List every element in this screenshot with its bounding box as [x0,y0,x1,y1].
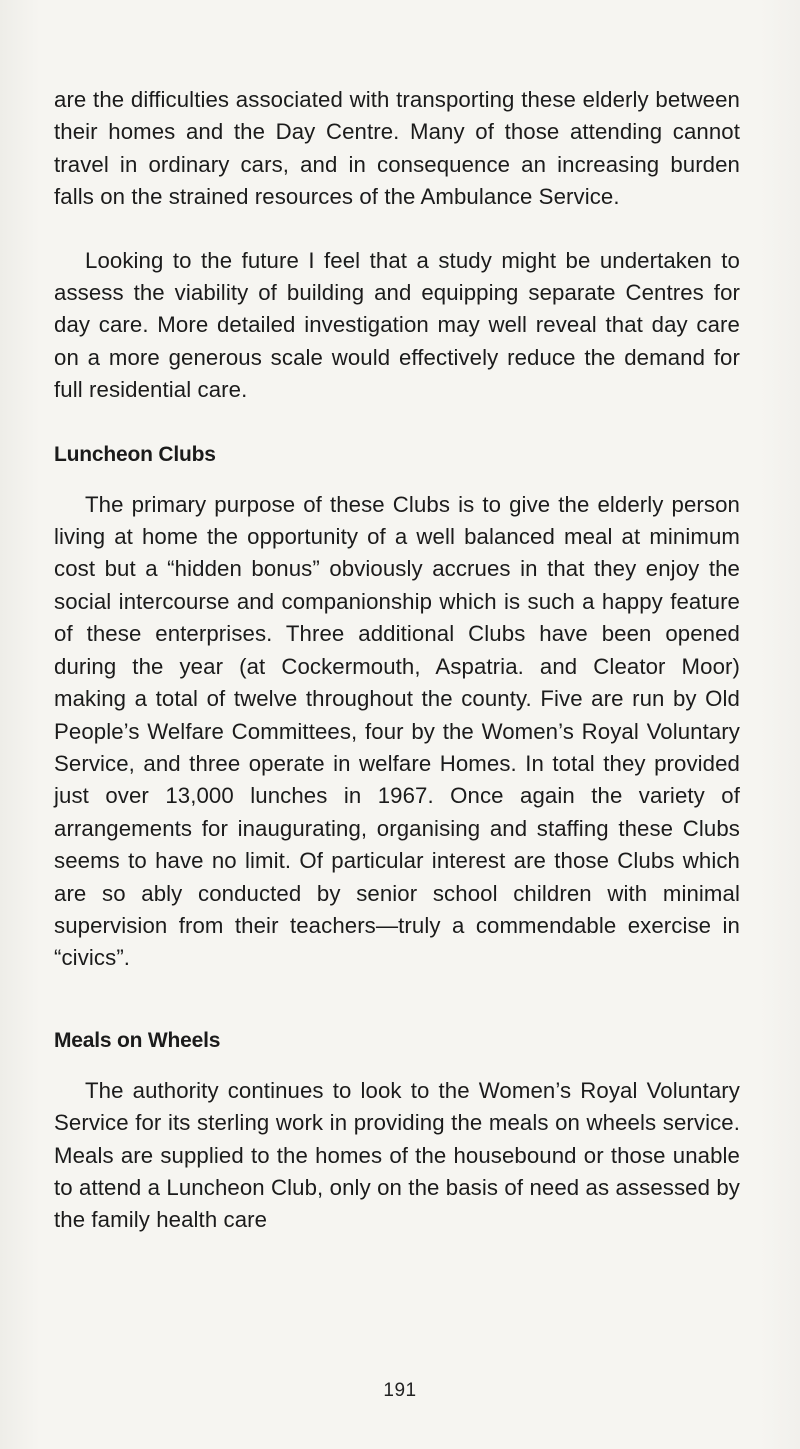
heading-spacer [54,471,740,489]
paragraph-meals-on-wheels: The authority continues to look to the Women’s Royal Voluntary Service for its sterling work in providing the meals on wheels service. Meals are supplied to the homes of the housebound or those unable to attend a Luncheon Club, only on the basis of need as assessed by the family health care [54,1077,740,1233]
paragraph-future-study: Looking to the future I feel that a study might be undertaken to assess the viability of building and equipping separate Centres for day care. More detailed investigation may well reveal that day care on a more generous scale would effectively reduce the demand for full residential care. [54,247,740,403]
heading-meals-on-wheels: Meals on Wheels [54,1028,221,1052]
page-content [54,84,740,1237]
heading-spacer [54,1057,740,1075]
paragraph-luncheon-clubs: The primary purpose of these Clubs is to give the elderly person living at home the opportunity of a well balanced meal at minimum cost but a “hidden bonus” obviously accrues in that they enjoy the social intercourse and companionship which is such a happy feature of these enterprises. Three additional Clubs have been opened during the year (at Cockermouth, Aspatria. and Cleator Moor) making a total of twelve throughout the county. Five are run by Old People’s Welfare Committees, four by the Women’s Royal Voluntary Service, and three operate in welfare Homes. In total they provided just over 13,000 lunches in 1967. Once again the variety of arrangements for inaugurating, organising and staffing these Clubs seems to have no limit. Of particular interest are those Clubs which are so ably conducted by senior school children with minimal supervision from their teachers—truly a commendable exercise in “civics”. [54,491,740,971]
heading-luncheon-clubs: Luncheon Clubs [54,442,216,466]
page-number: 191 [383,1380,417,1401]
paragraph-day-centre-transport: are the difficulties associated with transporting these elderly between their homes and the Day Centre. Many of those attending cannot travel in ordinary cars, and in consequence an increasing burden falls on the strained resources of the Ambulance Service. [54,87,740,210]
paragraph-spacer [54,214,740,245]
heading-spacer [54,975,740,1025]
heading-spacer [54,407,740,439]
